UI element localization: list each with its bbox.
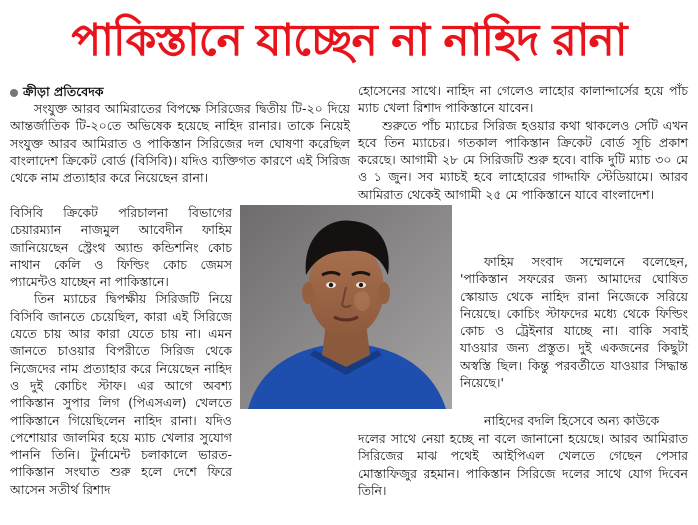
article-col-left-mid [10, 204, 232, 498]
article-col-left-top [10, 100, 350, 186]
article-col-right-under-photo [460, 412, 688, 429]
bullet-icon [10, 89, 18, 97]
article-col-right [358, 82, 688, 203]
paragraph: নাহিদের বদলি হিসেবে অন্য কাউকে [484, 413, 660, 428]
article-col-right-mid [460, 253, 688, 391]
player-photo [240, 205, 452, 409]
article-col-bottom [358, 430, 688, 499]
paragraph: শুরুতে পাঁচ ম্যাচের সিরিজ হওয়ার কথা থাকলেও সেটি এখন হবে তিন ম্যাচের। গতকাল পাকিস্তান ক্রিকেট বোর্ড সূচি প্রকাশ করেছে। আগামী ২৮ মে সিরিজটি শুরু হবে। বাকি দুটি ম্যাচ ৩০ মে ও ১ জুন। সব ম্যাচই হবে লাহোরের গাদ্দাফি স্টেডিয়ামে। আরব আমিরাত থেকেই আগামী ২৫ মে পাকিস্তানে যাবে বাংলাদেশ। [358, 117, 688, 202]
paragraph: তিন ম্যাচের দ্বিপক্ষীয় সিরিজটি নিয়ে বিসিবি জানতে চেয়েছিল, কারা এই সিরিজে যেতে চায় আর কারা যেতে চায় না। এমন জানতে চাওয়ার বিপরীতে সিরিজ থেকে নিজেদের নাম প্রত্যাহার করে নিয়েছেন নাহিদ ও দুই কোচিং স্টাফ। এর আগে অবশ্য পাকিস্তান সুপার লিগ (পিএসএল) খেলতে পাকিস্তানে গিয়েছিলেন নাহিদ রানা। যদিও পেশোয়ার জালমির হয়ে ম্যাচ খেলার সুযোগ পাননি তিনি। টুর্নামেন্ট চলাকালে ভারত-পাকিস্তান সংঘাত শুরু হলে দেশে ফিরে আসেন সতীর্থ রিশাদ [10, 291, 232, 497]
headline: পাকিস্তানে যাচ্ছেন না নাহিদ রানা [71, 15, 627, 66]
paragraph: ফাহিম সংবাদ সম্মেলনে বলেছেন, 'পাকিস্তান সফরের জন্য আমাদের ঘোষিত স্কোয়াড থেকে নাহিদ রানা নিজেকে সরিয়ে নিয়েছে। কোচিং স্টাফদের মধ্যে থেকে ফিল্ডিং কোচ ও ট্রেইনার যাচ্ছে না। বাকি সবাই যাওয়ার জন্য প্রস্তুত। দুই একজনের কিছুটা অস্বস্তি ছিল। কিন্তু পরবর্তীতে যাওয়ার সিদ্ধান্ত নিয়েছে।' [460, 254, 688, 391]
paragraph: দলের সাথে নেয়া হচ্ছে না বলে জানানো হয়েছে। আরব আমিরাত সিরিজের মাঝ পথেই আইপিএল খেলতে গেছেন পেসার মোস্তাফিজুর রহমান। পাকিস্তান সিরিজে দলের সাথে যোগ দিবেন তিনি। [358, 431, 688, 498]
paragraph: হোসেনের সাথে। নাহিদ না গেলেও লাহোর কালান্দার্সের হয়ে পাঁচ ম্যাচ খেলা রিশাদ পাকিস্তানে যাবেন। [358, 83, 688, 116]
paragraph: সংযুক্ত আরব আমিরাতের বিপক্ষে সিরিজের দ্বিতীয় টি-২০ দিয়ে আন্তর্জাতিক টি-২০তে অভিষেক হয়েছে নাহিদ রানার। তাকে নিয়েই সংযুক্ত আরব আমিরাত ও পাকিস্তান সিরিজের দল ঘোষণা করেছিল বাংলাদেশ ক্রিকেট বোর্ড (বিসিবি)। যদিও ব্যক্তিগত কারণে এই সিরিজ থেকে নাম প্রত্যাহার করে নিয়েছেন রানা। [10, 101, 350, 186]
byline-text: ক্রীড়া প্রতিবেদক [23, 84, 104, 99]
byline [10, 84, 104, 100]
paragraph: বিসিবি ক্রিকেট পরিচালনা বিভাগের চেয়ারম্যান নাজমুল আবেদীন ফাহিম জানিয়েছেন স্ট্রেংথ অ্যান্ড কন্ডিশনিং কোচ নাথান কেলি ও ফিল্ডিং কোচ জেমস প্যামেন্টও যাচ্ছেন না পাকিস্তানে। [10, 205, 232, 290]
